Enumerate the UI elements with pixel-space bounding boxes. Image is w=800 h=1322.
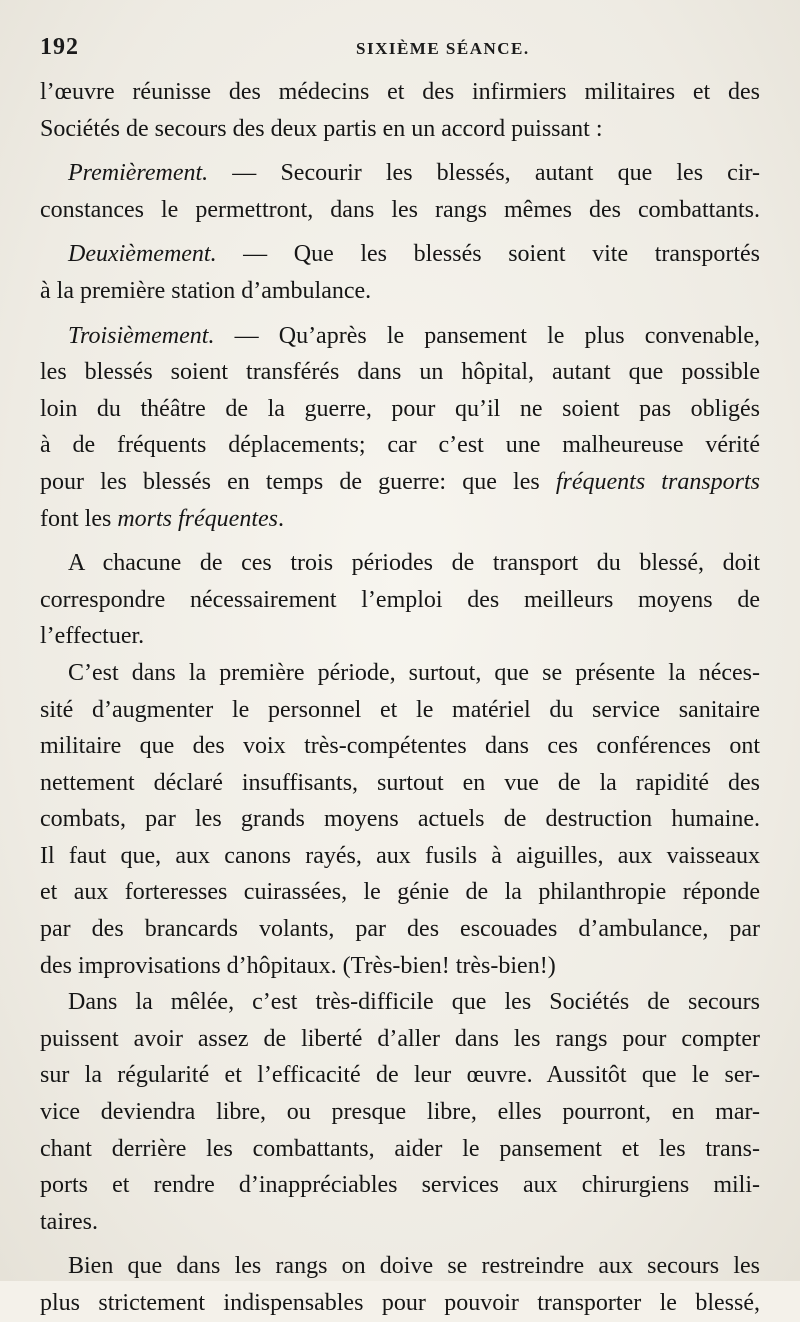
paragraph <box>40 74 760 147</box>
text-line: ports et rendre d’inappréciables services aux chirurgiens mili- <box>40 1172 760 1199</box>
text-line <box>40 318 760 355</box>
text-line: Sociétés de secours des deux partis en un accord puissant : <box>40 115 603 142</box>
running-title: SIXIÈME SÉANCE. <box>356 39 530 58</box>
paragraph <box>40 655 760 984</box>
text-line: à de fréquents déplacements; car c’est une malheureuse vérité <box>40 432 760 459</box>
text-line: constances le permettront, dans les rangs mêmes des combattants. <box>40 196 760 223</box>
text-line <box>40 464 760 501</box>
text-line: taires. <box>40 1208 98 1235</box>
page-header <box>40 34 760 64</box>
text-line: par des brancards volants, par des escouades d’ambulance, par <box>40 916 760 943</box>
paragraph <box>40 318 760 538</box>
page-number: 192 <box>40 34 79 60</box>
text-line: militaire que des voix très-compétentes dans ces conférences ont <box>40 733 760 760</box>
text-line: l’œuvre réunisse des médecins et des infirmiers militaires et des <box>40 79 760 105</box>
text-line <box>40 501 760 538</box>
text-line: plus strictement indispensables pour pouvoir transporter le blessé, <box>40 1290 760 1316</box>
paragraph <box>40 984 760 1240</box>
text-line: loin du théâtre de la guerre, pour qu’il ne soient pas obligés <box>40 395 760 422</box>
body-text <box>40 74 760 1322</box>
text-line: chant derrière les combattants, aider le pansement et les trans- <box>40 1135 760 1162</box>
text-line: nettement déclaré insuffisants, surtout en vue de la rapidité des <box>40 769 760 796</box>
text-line: A chacune de ces trois périodes de transport du blessé, doit <box>68 550 760 577</box>
text-line: Bien que dans les rangs on doive se restreindre aux secours les <box>68 1253 760 1280</box>
text-line: à la première station d’ambulance. <box>40 277 372 304</box>
text-line: Il faut que, aux canons rayés, aux fusils à aiguilles, aux vaisseaux <box>40 842 760 869</box>
text-fragment: font les <box>40 505 118 532</box>
paragraph <box>40 155 760 228</box>
text-fragment: . <box>277 505 284 532</box>
text-line: sité d’augmenter le personnel et le matériel du service sanitaire <box>40 696 760 723</box>
italic-phrase: fréquents transports <box>555 468 761 495</box>
text-line: correspondre nécessairement l’emploi des meilleurs moyens de <box>40 586 760 613</box>
italic-phrase: morts fréquentes <box>117 505 278 532</box>
text-line: Dans la mêlée, c’est très-difficile que les Sociétés de secours <box>68 989 760 1016</box>
text-line <box>40 236 760 273</box>
text-line: des improvisations d’hôpitaux. (Très-bien! très-bien!) <box>40 952 556 979</box>
text-line: vice deviendra libre, ou presque libre, elles pourront, en mar- <box>40 1099 760 1126</box>
text-line <box>40 155 760 192</box>
text-line: les blessés soient transférés dans un hôpital, autant que possible <box>40 359 760 386</box>
text-line: puissent avoir assez de liberté d’aller dans les rangs pour compter <box>40 1025 760 1052</box>
paragraph <box>40 236 760 309</box>
text-line: et aux forteresses cuirassées, le génie de la philanthropie réponde <box>40 879 760 906</box>
text-line: sur la régularité et l’efficacité de leur œuvre. Aussitôt que le ser- <box>40 1062 760 1089</box>
text-fragment: — Que les blessés soient vite transportés <box>216 241 760 268</box>
text-fragment: — Secourir les blessés, autant que les cir- <box>208 160 760 187</box>
paragraph-lead: Troisièmement. <box>68 322 215 349</box>
text-fragment: pour les blessés en temps de guerre: que les <box>40 468 556 495</box>
paragraph <box>40 1248 760 1321</box>
text-fragment: — Qu’après le pansement le plus convenable, <box>214 322 760 349</box>
text-line: l’effectuer. <box>40 623 145 650</box>
text-line: combats, par les grands moyens actuels de destruction humaine. <box>40 806 760 833</box>
text-line: C’est dans la première période, surtout, que se présente la néces- <box>68 659 760 686</box>
paragraph-lead: Deuxièmement. <box>68 241 217 268</box>
paragraph <box>40 545 760 655</box>
paragraph-lead: Premièrement. <box>68 160 209 187</box>
